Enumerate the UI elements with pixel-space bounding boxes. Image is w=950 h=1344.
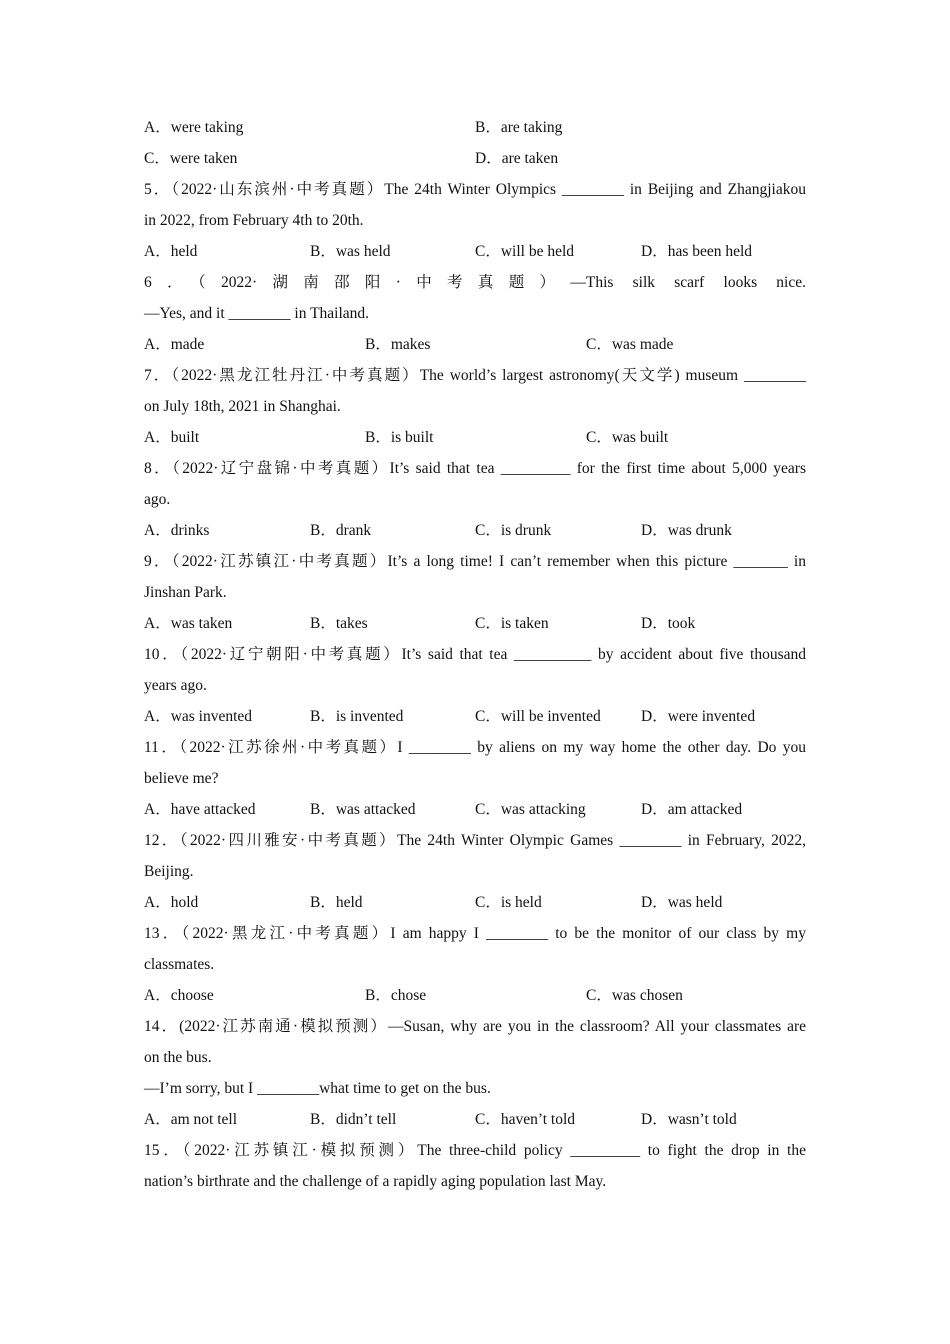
question-number: 15． [144, 1142, 183, 1159]
option-letter: D． [641, 894, 668, 911]
option-letter: D． [641, 1111, 668, 1128]
options-row [144, 329, 806, 360]
option-b[interactable] [310, 1104, 396, 1135]
stem-text: I ________ by aliens on my way home the other day. Do you [397, 739, 806, 756]
option-text: was drunk [667, 522, 732, 539]
stem-text: —Susan, why are you in the classroom? All your classmates are [387, 1018, 806, 1035]
option-c[interactable] [475, 608, 549, 639]
option-b[interactable] [310, 515, 371, 546]
option-letter: C． [144, 150, 170, 167]
option-text: choose [170, 987, 214, 1004]
stem-text: —I’m sorry, but I ________what time to get on the bus. [144, 1080, 491, 1097]
stem-text: years ago. [144, 677, 207, 694]
option-letter: D． [475, 150, 502, 167]
option-text: was attacking [500, 801, 586, 818]
stem-text: in 2022, from February 4th to 20th. [144, 212, 364, 229]
option-b[interactable] [310, 236, 391, 267]
options-row [144, 515, 806, 546]
option-letter: C． [586, 987, 612, 1004]
option-c[interactable] [475, 701, 601, 732]
question-stem [144, 825, 806, 856]
option-text: held [170, 243, 198, 260]
option-text: were taking [170, 119, 244, 136]
stem-text: It’s a long time! I can’t remember when this picture _______ in [387, 553, 806, 570]
option-b[interactable] [310, 608, 368, 639]
option-text: is held [500, 894, 542, 911]
option-text: hold [170, 894, 199, 911]
question-source: （2022·湖南邵阳·中考真题） [197, 274, 571, 291]
question-10 [144, 639, 806, 732]
option-text: are taking [500, 119, 563, 136]
question-8 [144, 453, 806, 546]
question-stem-continued [144, 949, 806, 980]
option-letter: C． [586, 336, 612, 353]
option-text: took [667, 615, 696, 632]
question-stem-continued [144, 205, 806, 236]
stem-text: The three-child policy _________ to fight the drop in the [417, 1142, 806, 1159]
stem-text: It’s said that tea _________ for the first time about 5,000 years [389, 460, 806, 477]
question-source: （2022·黑龙江牡丹江·中考真题） [171, 367, 420, 384]
stem-text: Beijing. [144, 863, 194, 880]
option-letter: C． [475, 522, 501, 539]
options-row [144, 608, 806, 639]
option-letter: D． [641, 243, 668, 260]
question-list [144, 112, 806, 1197]
option-text: was built [611, 429, 669, 446]
option-text: was made [611, 336, 674, 353]
option-a[interactable] [144, 701, 252, 732]
question-stem-continued [144, 763, 806, 794]
option-letter: A． [144, 1111, 171, 1128]
option-letter: B． [365, 429, 391, 446]
option-letter: A． [144, 119, 171, 136]
option-d[interactable] [475, 143, 558, 174]
option-letter: C． [475, 801, 501, 818]
stem-text: I am happy I ________ to be the monitor of our class by my [390, 925, 806, 942]
option-d[interactable] [641, 236, 752, 267]
option-letter: A． [144, 894, 171, 911]
option-d[interactable] [641, 608, 695, 639]
option-d[interactable] [641, 1104, 737, 1135]
option-b[interactable] [310, 887, 363, 918]
option-c[interactable] [475, 1104, 575, 1135]
option-letter: A． [144, 615, 171, 632]
option-c[interactable] [144, 143, 237, 174]
option-text: have attacked [170, 801, 256, 818]
option-letter: B． [310, 894, 336, 911]
question-number: 8． [144, 460, 173, 477]
option-letter: B． [310, 708, 336, 725]
question-stem-continued [144, 670, 806, 701]
question-number: 6． [144, 274, 198, 291]
option-a[interactable] [144, 422, 199, 453]
option-letter: C． [475, 243, 501, 260]
stem-text: —Yes, and it ________ in Thailand. [144, 305, 370, 322]
option-a[interactable] [144, 329, 204, 360]
option-d[interactable] [641, 515, 732, 546]
option-text: were invented [667, 708, 756, 725]
option-letter: B． [365, 987, 391, 1004]
options-row [144, 980, 806, 1011]
option-letter: A． [144, 522, 171, 539]
question-stem [144, 174, 806, 205]
option-text: will be invented [500, 708, 601, 725]
question-source: （2022·山东滨州·中考真题） [171, 181, 385, 198]
option-a[interactable] [144, 980, 214, 1011]
question-number: 5． [144, 181, 172, 198]
question-13 [144, 918, 806, 1011]
option-text: wasn’t told [667, 1111, 737, 1128]
option-text: was taken [170, 615, 233, 632]
option-text: is invented [335, 708, 404, 725]
option-text: is drunk [500, 522, 552, 539]
option-text: is built [390, 429, 434, 446]
stem-text: believe me? [144, 770, 219, 787]
option-letter: D． [641, 708, 668, 725]
option-letter: A． [144, 801, 171, 818]
option-text: made [170, 336, 205, 353]
options-row [144, 422, 806, 453]
option-letter: A． [144, 708, 171, 725]
option-b[interactable] [310, 794, 415, 825]
question-15 [144, 1135, 806, 1197]
options-row [144, 794, 806, 825]
stem-text: on the bus. [144, 1049, 212, 1066]
question-number: 10． [144, 646, 181, 663]
question-source: （2022·黑龙江·中考真题） [181, 925, 391, 942]
option-letter: B． [310, 1111, 336, 1128]
option-text: takes [335, 615, 368, 632]
question-source: （2022·江苏徐州·中考真题） [179, 739, 398, 756]
question-stem [144, 1011, 806, 1042]
question-source: （2022·辽宁朝阳·中考真题） [180, 646, 402, 663]
option-c[interactable] [586, 329, 673, 360]
option-text: makes [390, 336, 431, 353]
option-a[interactable] [144, 515, 209, 546]
question-source: (2022·江苏南通·模拟预测） [179, 1018, 388, 1035]
option-letter: A． [144, 987, 171, 1004]
option-d[interactable] [641, 701, 755, 732]
option-text: was chosen [611, 987, 683, 1004]
stem-text: The 24th Winter Olympic Games ________ in February, 2022, [397, 832, 806, 849]
option-c[interactable] [475, 515, 551, 546]
question-stem [144, 360, 806, 391]
option-text: was held [667, 894, 723, 911]
question-number: 12． [144, 832, 180, 849]
question-stem-continued [144, 484, 806, 515]
question-stem-continued [144, 391, 806, 422]
option-c[interactable] [475, 236, 574, 267]
options-row [144, 1104, 806, 1135]
option-letter: C． [475, 615, 501, 632]
option-letter: A． [144, 429, 171, 446]
question-stem-continued [144, 1073, 806, 1104]
option-a[interactable] [144, 112, 243, 143]
question-9 [144, 546, 806, 639]
option-letter: B． [310, 243, 336, 260]
question-stem [144, 453, 806, 484]
question-stem [144, 267, 806, 298]
option-b[interactable] [310, 701, 403, 732]
question-stem [144, 639, 806, 670]
option-c[interactable] [586, 422, 668, 453]
option-a[interactable] [144, 236, 197, 267]
option-text: am not tell [170, 1111, 237, 1128]
option-c[interactable] [475, 794, 586, 825]
option-letter: B． [310, 522, 336, 539]
option-text: built [170, 429, 200, 446]
stem-text: Jinshan Park. [144, 584, 227, 601]
option-b[interactable] [365, 980, 426, 1011]
stem-text: It’s said that tea __________ by accident about five thousand [401, 646, 806, 663]
question-11 [144, 732, 806, 825]
stem-text: The world’s largest astronomy(天文学) museum ________ [419, 367, 806, 384]
question-number: 7． [144, 367, 172, 384]
option-a[interactable] [144, 1104, 237, 1135]
question-stem-continued [144, 1042, 806, 1073]
question-stem [144, 918, 806, 949]
option-letter: C． [475, 708, 501, 725]
question-14 [144, 1011, 806, 1135]
option-letter: A． [144, 243, 171, 260]
question-stem [144, 732, 806, 763]
option-b[interactable] [365, 422, 433, 453]
options-row [144, 236, 806, 267]
option-text: haven’t told [500, 1111, 576, 1128]
question-number: 9． [144, 553, 172, 570]
option-letter: B． [310, 801, 336, 818]
question-5 [144, 174, 806, 267]
option-text: chose [390, 987, 427, 1004]
question-stem-continued [144, 1166, 806, 1197]
option-text: will be held [500, 243, 575, 260]
option-c[interactable] [586, 980, 683, 1011]
option-text: held [335, 894, 363, 911]
option-c[interactable] [475, 887, 542, 918]
question-6 [144, 267, 806, 360]
stem-text: classmates. [144, 956, 215, 973]
question-stem-continued [144, 577, 806, 608]
option-text: has been held [667, 243, 753, 260]
option-letter: B． [310, 615, 336, 632]
option-d[interactable] [641, 794, 742, 825]
question-source: （2022·四川雅安·中考真题） [179, 832, 398, 849]
question-number: 13． [144, 925, 182, 942]
option-letter: B． [475, 119, 501, 136]
question-7 [144, 360, 806, 453]
option-text: is taken [500, 615, 549, 632]
option-text: was invented [170, 708, 253, 725]
question-source: （2022·江苏镇江·中考真题） [171, 553, 388, 570]
option-text: didn’t tell [335, 1111, 397, 1128]
stem-text: ago. [144, 491, 171, 508]
option-b[interactable] [365, 329, 430, 360]
option-letter: C． [475, 1111, 501, 1128]
question-number: 14． [144, 1018, 180, 1035]
question-stem-continued [144, 298, 806, 329]
option-letter: D． [641, 615, 668, 632]
option-b[interactable] [475, 112, 562, 143]
option-a[interactable] [144, 887, 198, 918]
option-d[interactable] [641, 887, 722, 918]
option-letter: C． [475, 894, 501, 911]
option-letter: B． [365, 336, 391, 353]
option-text: are taken [501, 150, 559, 167]
option-letter: C． [586, 429, 612, 446]
option-text: drinks [170, 522, 210, 539]
option-a[interactable] [144, 608, 232, 639]
option-text: drank [335, 522, 372, 539]
stem-text: —This silk scarf looks nice. [570, 274, 806, 291]
question-stem [144, 546, 806, 577]
options-row [144, 143, 806, 174]
stem-text: on July 18th, 2021 in Shanghai. [144, 398, 341, 415]
options-row [144, 701, 806, 732]
option-text: was attacked [335, 801, 416, 818]
options-row [144, 112, 806, 143]
option-text: were taken [169, 150, 238, 167]
option-letter: D． [641, 522, 668, 539]
option-a[interactable] [144, 794, 255, 825]
stem-text: nation’s birthrate and the challenge of a rapidly aging population last May. [144, 1173, 607, 1190]
option-text: am attacked [667, 801, 743, 818]
options-row [144, 887, 806, 918]
question-stem [144, 1135, 806, 1166]
option-letter: A． [144, 336, 171, 353]
question-source: （2022·辽宁盘锦·中考真题） [172, 460, 390, 477]
question-12 [144, 825, 806, 918]
question-number: 11． [144, 739, 180, 756]
option-text: was held [335, 243, 391, 260]
question-source: （2022·江苏镇江·模拟预测） [182, 1142, 418, 1159]
stem-text: The 24th Winter Olympics ________ in Beijing and Zhangjiakou [384, 181, 806, 198]
option-letter: D． [641, 801, 668, 818]
question-stem-continued [144, 856, 806, 887]
